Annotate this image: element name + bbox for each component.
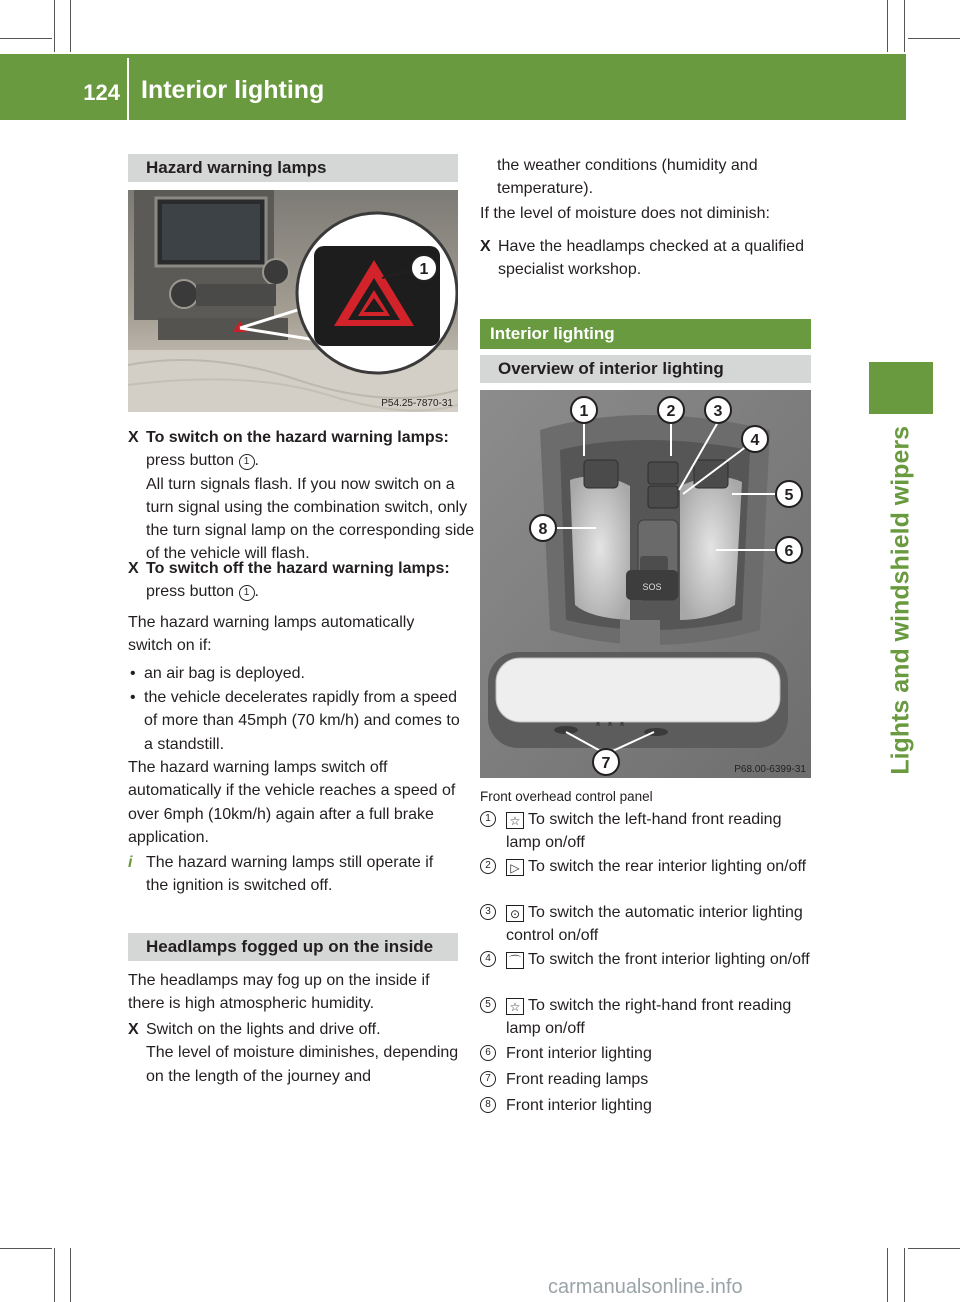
legend-number: 3	[480, 904, 496, 920]
bullet-item: • the vehicle decelerates rapidly from a speed of more than 45mph (70 km/h) and comes to a standstill.	[130, 689, 460, 753]
reading-lamp-icon: ☆	[506, 998, 524, 1015]
crop-mark	[54, 0, 55, 52]
legend-text: To switch the left-hand front reading lamp on/off	[506, 811, 782, 852]
step-marker: X	[128, 560, 139, 577]
crop-mark	[904, 1248, 905, 1302]
figure-callout: 8	[538, 521, 548, 538]
crop-mark	[887, 0, 888, 52]
legend-text: Front reading lamps	[506, 1071, 649, 1088]
figure-callout: 7	[601, 755, 611, 772]
page-number: 124	[83, 80, 120, 105]
info-note	[128, 851, 458, 898]
legend-number: 6	[480, 1045, 496, 1061]
chapter-tab	[869, 362, 933, 414]
page-title: Interior lighting	[141, 76, 325, 104]
step-marker: X	[480, 238, 491, 255]
legend-item-5	[480, 994, 812, 1041]
step-workshop	[480, 235, 810, 282]
crop-mark	[904, 0, 905, 52]
overhead-panel-figure	[480, 390, 811, 778]
figure-callout: 2	[666, 403, 676, 420]
bullet-text: an air bag is deployed.	[144, 665, 305, 682]
step-drive-off	[128, 1018, 476, 1088]
legend-text: Front interior lighting	[506, 1045, 652, 1062]
legend-number: 2	[480, 858, 496, 874]
bullet-item: • an air bag is deployed.	[130, 665, 305, 682]
figure-callout: 3	[713, 403, 723, 420]
legend-item-1	[480, 808, 812, 855]
section-heading-fogged: Headlamps fogged up on the inside	[128, 933, 458, 961]
legend-text: To switch the rear interior lighting on/off	[528, 858, 807, 875]
legend-number: 8	[480, 1097, 496, 1113]
legend-item-4	[480, 948, 812, 971]
step-text: press button	[146, 452, 235, 470]
legend-text: To switch the automatic interior lighting control on/off	[506, 904, 803, 945]
step-switch-on-hazard	[128, 426, 476, 566]
crop-mark	[908, 38, 960, 39]
legend-item-8	[480, 1094, 812, 1117]
legend-text: To switch the front interior lighting on/off	[528, 951, 810, 968]
rear-lighting-icon: ▷	[506, 859, 524, 876]
legend-item-6	[480, 1042, 812, 1065]
crop-mark	[54, 1248, 55, 1302]
figure-callout: 4	[750, 432, 760, 449]
step-text: press button	[146, 583, 235, 601]
legend-number: 5	[480, 997, 496, 1013]
paragraph: If the level of moisture does not diminish:	[480, 205, 770, 222]
step-text: Switch on the lights and drive off.	[146, 1021, 381, 1038]
figure-callout: 1	[579, 403, 589, 420]
callout-number: 1	[239, 585, 255, 601]
step-switch-off-hazard	[128, 557, 476, 604]
subsection-heading-overview: Overview of interior lighting	[480, 355, 811, 383]
step-text-end: .	[254, 583, 259, 601]
step-title: To switch off the hazard warning lamps:	[146, 560, 450, 577]
watermark: carmanualsonline.info	[548, 1276, 743, 1298]
info-text: The hazard warning lamps still operate if the ignition is switched off.	[146, 854, 434, 895]
front-lighting-icon: ⌒	[506, 952, 524, 969]
chapter-label: Lights and windshield wipers	[886, 426, 915, 775]
crop-mark	[0, 1248, 52, 1249]
callout-number: 1	[239, 454, 255, 470]
step-body: The level of moisture diminishes, depending on the length of the journey and	[146, 1044, 459, 1085]
step-marker: X	[128, 1021, 139, 1038]
section-heading-hazard: Hazard warning lamps	[128, 154, 458, 182]
paragraph: The headlamps may fog up on the inside if there is high atmospheric humidity.	[128, 972, 430, 1013]
crop-mark	[70, 0, 71, 52]
figure-caption: Front overhead control panel	[480, 789, 653, 804]
paragraph: The hazard warning lamps automatically switch on if:	[128, 614, 415, 655]
paragraph: The hazard warning lamps switch off automatically if the vehicle reaches a speed of over 6mph (10km/h) again after a full brake application.	[128, 759, 456, 846]
legend-item-7	[480, 1068, 812, 1091]
crop-mark	[887, 1248, 888, 1302]
figure-callout: 5	[784, 487, 794, 504]
step-text-end: .	[254, 452, 259, 470]
figure-sos-label: SOS	[642, 582, 662, 592]
figure-callout: 6	[784, 543, 794, 560]
hazard-figure	[128, 190, 458, 412]
hazard-figure-callout: 1	[419, 261, 429, 278]
page-header	[0, 54, 906, 120]
reading-lamp-icon: ☆	[506, 812, 524, 829]
step-marker: X	[128, 429, 139, 446]
step-title: To switch on the hazard warning lamps:	[146, 429, 449, 446]
legend-number: 1	[480, 811, 496, 827]
legend-item-2	[480, 855, 812, 878]
legend-number: 7	[480, 1071, 496, 1087]
figure-code: P54.25-7870-31	[381, 398, 453, 409]
legend-text: Front interior lighting	[506, 1097, 652, 1114]
crop-mark	[908, 1248, 960, 1249]
auto-lighting-icon: ⊙	[506, 905, 524, 922]
step-body: All turn signals flash. If you now switch on a turn signal using the combination switch, only the turn signal lamp on the corresponding side of the vehicle will flash.	[146, 475, 475, 563]
step-text: Have the headlamps checked at a qualified specialist workshop.	[498, 238, 804, 279]
bullet-text: the vehicle decelerates rapidly from a speed of more than 45mph (70 km/h) and comes to a standstill.	[144, 689, 460, 753]
legend-number: 4	[480, 951, 496, 967]
section-heading-interior: Interior lighting	[480, 319, 811, 349]
legend-text: To switch the right-hand front reading lamp on/off	[506, 997, 792, 1038]
header-separator	[127, 58, 129, 120]
legend-item-3	[480, 901, 812, 948]
crop-mark	[70, 1248, 71, 1302]
crop-mark	[0, 38, 52, 39]
info-icon: i	[128, 854, 133, 871]
figure-code: P68.00-6399-31	[734, 764, 806, 775]
paragraph-continued: the weather conditions (humidity and temperature).	[497, 157, 758, 198]
